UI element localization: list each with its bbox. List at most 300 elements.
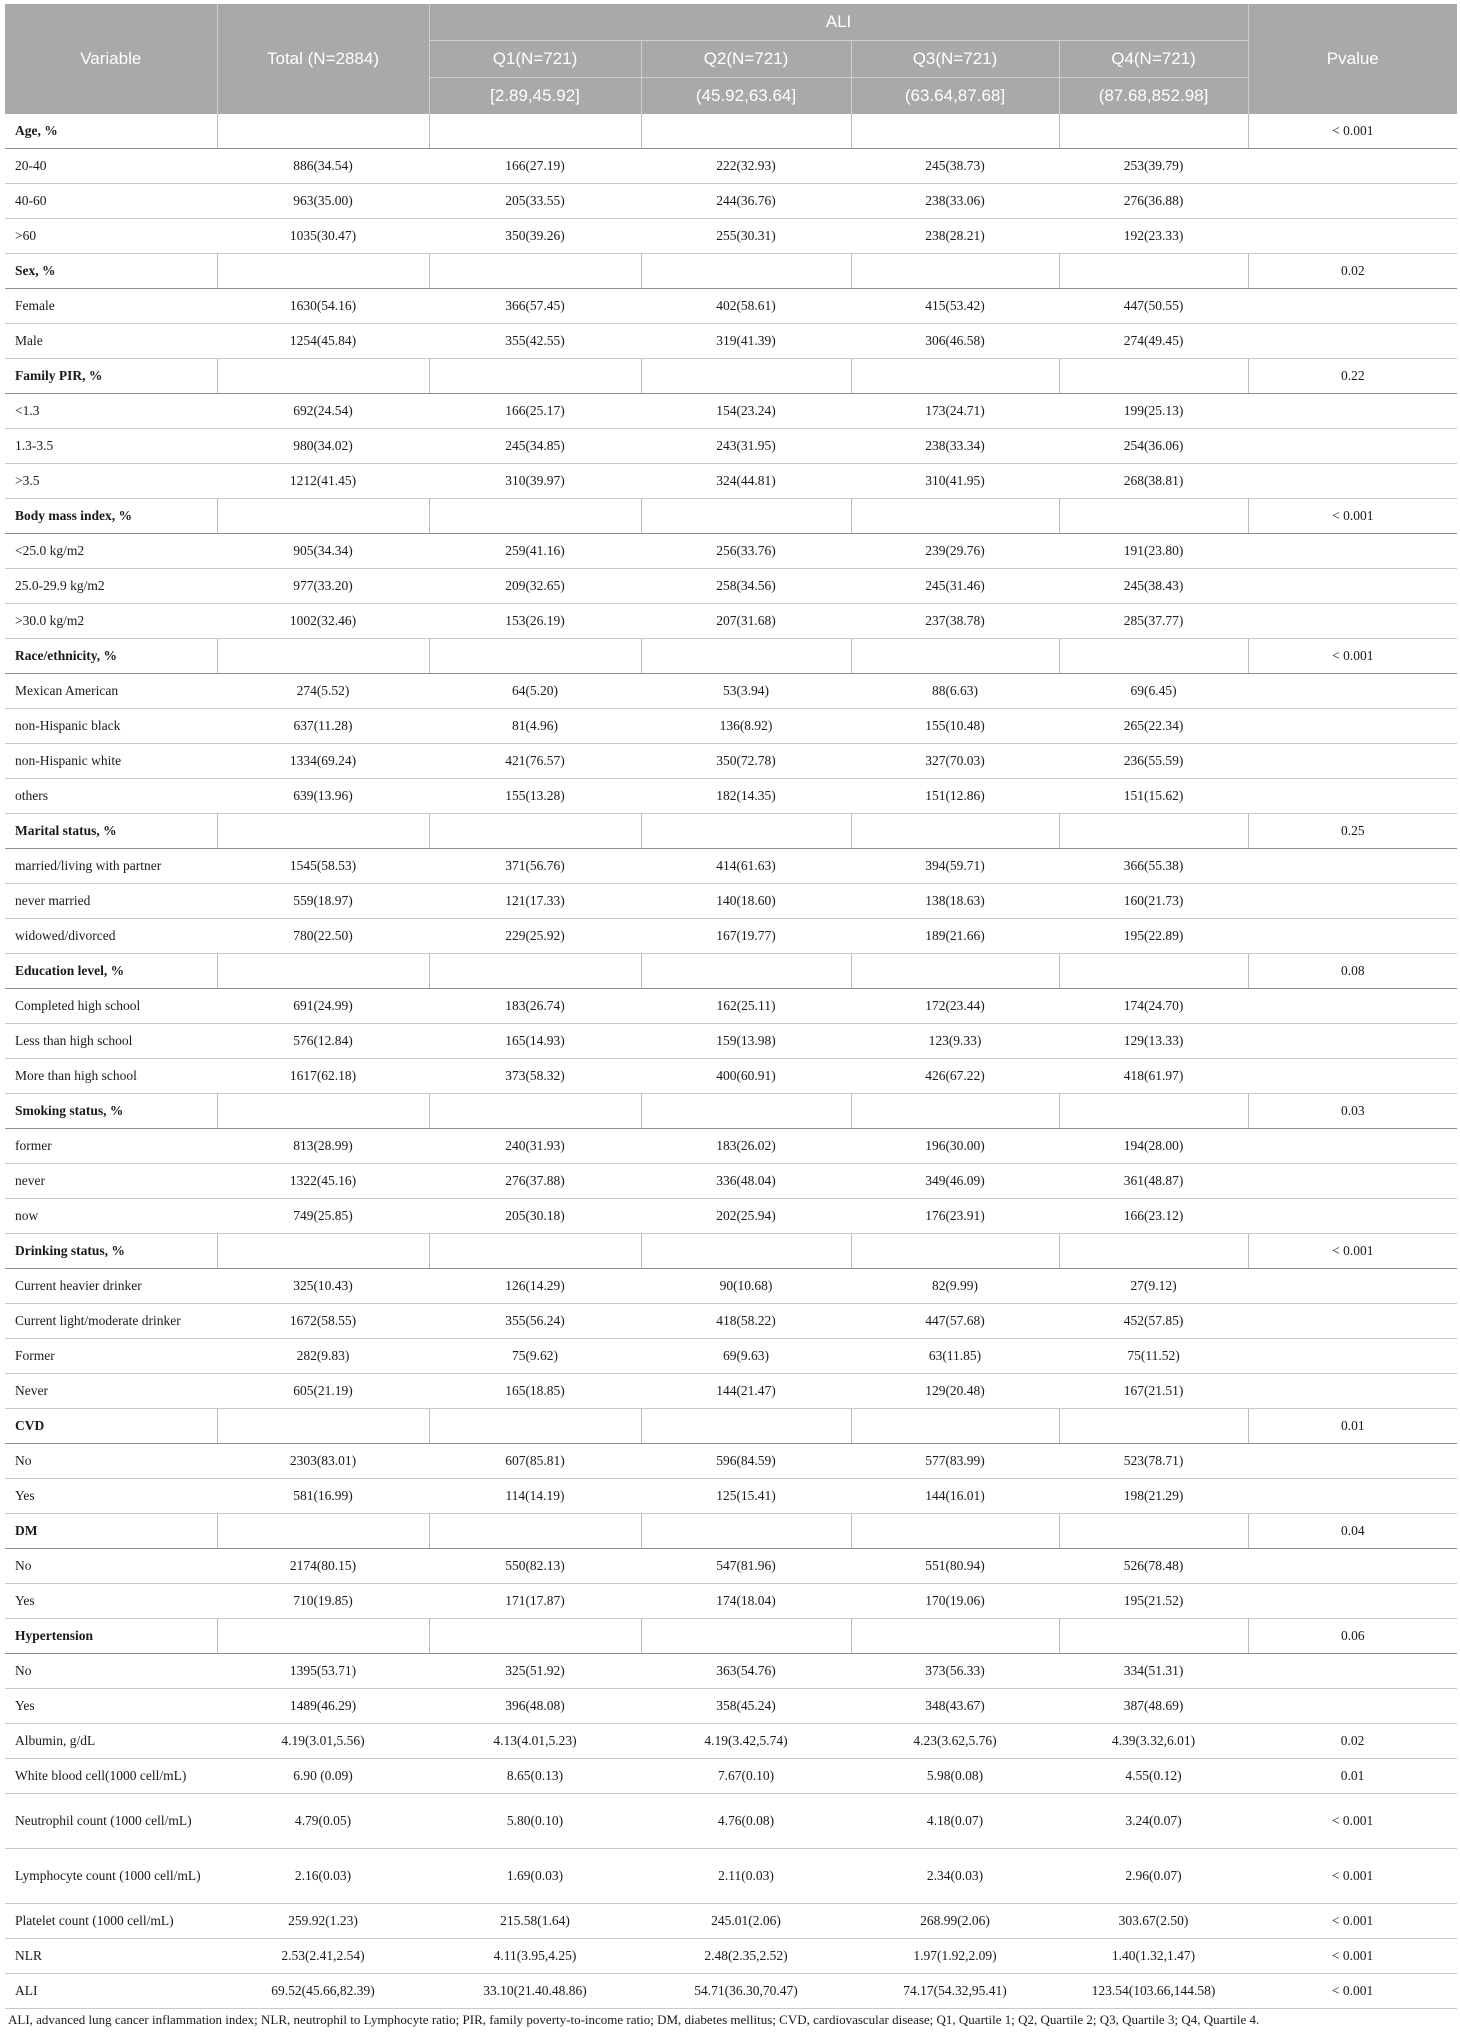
table-row	[5, 989, 1457, 1024]
cell-q1	[429, 1094, 641, 1129]
cell-q1: 550(82.13)	[429, 1549, 641, 1584]
group-label: Family PIR, %	[5, 359, 217, 394]
cell-q4: 191(23.80)	[1059, 534, 1248, 569]
row-label: More than high school	[5, 1059, 217, 1094]
table-row	[5, 1654, 1457, 1689]
cell-q3: 447(57.68)	[851, 1304, 1059, 1339]
cell-pvalue	[1248, 674, 1457, 709]
cell-pvalue: 0.25	[1248, 814, 1457, 849]
cell-q1: 205(33.55)	[429, 184, 641, 219]
cell-q4: 198(21.29)	[1059, 1479, 1248, 1514]
cell-q1	[429, 1619, 641, 1654]
cell-total: 980(34.02)	[217, 429, 429, 464]
cell-pvalue: < 0.001	[1248, 1234, 1457, 1269]
row-label: Yes	[5, 1479, 217, 1514]
row-label: 25.0-29.9 kg/m2	[5, 569, 217, 604]
header-q2: Q2(N=721)	[641, 41, 851, 78]
row-label: Male	[5, 324, 217, 359]
cell-total: 6.90 (0.09)	[217, 1759, 429, 1794]
cell-pvalue	[1248, 1374, 1457, 1409]
cell-pvalue	[1248, 1444, 1457, 1479]
row-label: Never	[5, 1374, 217, 1409]
row-label: Neutrophil count (1000 cell/mL)	[5, 1794, 217, 1849]
cell-pvalue: 0.08	[1248, 954, 1457, 989]
cell-q2: 418(58.22)	[641, 1304, 851, 1339]
row-label: 40-60	[5, 184, 217, 219]
cell-q3	[851, 1514, 1059, 1549]
cell-q4: 366(55.38)	[1059, 849, 1248, 884]
cell-q2	[641, 1619, 851, 1654]
table-body	[5, 114, 1457, 2009]
row-label: Current heavier drinker	[5, 1269, 217, 1304]
cell-total: 4.19(3.01,5.56)	[217, 1724, 429, 1759]
header-q1: Q1(N=721)	[429, 41, 641, 78]
cell-q2: 222(32.93)	[641, 149, 851, 184]
cell-total	[217, 954, 429, 989]
cell-q4: 195(22.89)	[1059, 919, 1248, 954]
cell-pvalue	[1248, 604, 1457, 639]
cell-q4: 254(36.06)	[1059, 429, 1248, 464]
row-label: Less than high school	[5, 1024, 217, 1059]
row-label: married/living with partner	[5, 849, 217, 884]
cell-total	[217, 814, 429, 849]
table-row	[5, 324, 1457, 359]
cell-total: 559(18.97)	[217, 884, 429, 919]
row-label: ALI	[5, 1974, 217, 2009]
table-row	[5, 569, 1457, 604]
cell-q2: 414(61.63)	[641, 849, 851, 884]
cell-q4: 192(23.33)	[1059, 219, 1248, 254]
cell-q2	[641, 254, 851, 289]
cell-q2: 144(21.47)	[641, 1374, 851, 1409]
cell-q3: 173(24.71)	[851, 394, 1059, 429]
cell-pvalue: 0.01	[1248, 1759, 1457, 1794]
cell-q3: 138(18.63)	[851, 884, 1059, 919]
cell-q1: 183(26.74)	[429, 989, 641, 1024]
cell-pvalue	[1248, 184, 1457, 219]
cell-q2: 7.67(0.10)	[641, 1759, 851, 1794]
cell-total: 274(5.52)	[217, 674, 429, 709]
row-label: now	[5, 1199, 217, 1234]
group-label: Age, %	[5, 114, 217, 149]
cell-total: 1002(32.46)	[217, 604, 429, 639]
cell-q1: 366(57.45)	[429, 289, 641, 324]
cell-q1: 355(42.55)	[429, 324, 641, 359]
cell-pvalue	[1248, 989, 1457, 1024]
cell-total: 1672(58.55)	[217, 1304, 429, 1339]
cell-pvalue	[1248, 1269, 1457, 1304]
cell-q4: 166(23.12)	[1059, 1199, 1248, 1234]
cell-q2	[641, 1514, 851, 1549]
cell-q2	[641, 814, 851, 849]
cell-q1: 373(58.32)	[429, 1059, 641, 1094]
cell-q2: 363(54.76)	[641, 1654, 851, 1689]
cell-total: 692(24.54)	[217, 394, 429, 429]
cell-q2	[641, 499, 851, 534]
cell-q3: 88(6.63)	[851, 674, 1059, 709]
cell-q1: 4.13(4.01,5.23)	[429, 1724, 641, 1759]
row-label: 1.3-3.5	[5, 429, 217, 464]
cell-total: 1035(30.47)	[217, 219, 429, 254]
cell-q4: 167(21.51)	[1059, 1374, 1248, 1409]
cell-q1: 396(48.08)	[429, 1689, 641, 1724]
cell-q2: 256(33.76)	[641, 534, 851, 569]
cell-q2: 136(8.92)	[641, 709, 851, 744]
cell-q4: 274(49.45)	[1059, 324, 1248, 359]
table-row	[5, 884, 1457, 919]
row-label: non-Hispanic white	[5, 744, 217, 779]
cell-q2: 53(3.94)	[641, 674, 851, 709]
row-label: >30.0 kg/m2	[5, 604, 217, 639]
cell-total	[217, 1514, 429, 1549]
group-label: Marital status, %	[5, 814, 217, 849]
table-header	[5, 4, 1457, 114]
cell-q1	[429, 254, 641, 289]
cell-pvalue	[1248, 1549, 1457, 1584]
cell-q2: 258(34.56)	[641, 569, 851, 604]
cell-total: 2174(80.15)	[217, 1549, 429, 1584]
cell-total	[217, 359, 429, 394]
row-label: No	[5, 1654, 217, 1689]
cell-total	[217, 1619, 429, 1654]
cell-total	[217, 1234, 429, 1269]
cell-total: 2.16(0.03)	[217, 1849, 429, 1904]
cell-total: 1545(58.53)	[217, 849, 429, 884]
table-row	[5, 919, 1457, 954]
group-label: Body mass index, %	[5, 499, 217, 534]
table-row	[5, 604, 1457, 639]
cell-q4: 160(21.73)	[1059, 884, 1248, 919]
cell-q1	[429, 639, 641, 674]
cell-q4: 1.40(1.32,1.47)	[1059, 1939, 1248, 1974]
cell-q4	[1059, 1619, 1248, 1654]
cell-total: 886(34.54)	[217, 149, 429, 184]
cell-q1: 75(9.62)	[429, 1339, 641, 1374]
cell-q4: 334(51.31)	[1059, 1654, 1248, 1689]
cell-total: 1254(45.84)	[217, 324, 429, 359]
group-header-row	[5, 814, 1457, 849]
row-label: Female	[5, 289, 217, 324]
cell-q2: 54.71(36.30,70.47)	[641, 1974, 851, 2009]
row-label: <25.0 kg/m2	[5, 534, 217, 569]
cell-q3: 172(23.44)	[851, 989, 1059, 1024]
cell-pvalue: 0.01	[1248, 1409, 1457, 1444]
cell-q4: 195(21.52)	[1059, 1584, 1248, 1619]
cell-q3: 577(83.99)	[851, 1444, 1059, 1479]
table-row	[5, 1479, 1457, 1514]
cell-q4: 447(50.55)	[1059, 289, 1248, 324]
cell-q2: 324(44.81)	[641, 464, 851, 499]
cell-q3: 349(46.09)	[851, 1164, 1059, 1199]
cell-q3: 327(70.03)	[851, 744, 1059, 779]
cell-q2: 596(84.59)	[641, 1444, 851, 1479]
cell-q1: 240(31.93)	[429, 1129, 641, 1164]
header-ali: ALI	[429, 4, 1248, 41]
cell-q3: 170(19.06)	[851, 1584, 1059, 1619]
cell-total: 1617(62.18)	[217, 1059, 429, 1094]
table-row	[5, 674, 1457, 709]
baseline-characteristics-table	[5, 4, 1457, 2009]
cell-pvalue	[1248, 219, 1457, 254]
cell-q1	[429, 1409, 641, 1444]
header-pvalue: Pvalue	[1248, 4, 1457, 114]
cell-q2: 182(14.35)	[641, 779, 851, 814]
cell-q4: 276(36.88)	[1059, 184, 1248, 219]
table-row	[5, 1374, 1457, 1409]
cell-pvalue	[1248, 534, 1457, 569]
cell-q3: 189(21.66)	[851, 919, 1059, 954]
header-q3-range: (63.64,87.68]	[851, 78, 1059, 115]
cell-total: 780(22.50)	[217, 919, 429, 954]
row-label: Former	[5, 1339, 217, 1374]
group-label: Race/ethnicity, %	[5, 639, 217, 674]
cell-q2	[641, 1234, 851, 1269]
table-row	[5, 1904, 1457, 1939]
cell-q2: 2.48(2.35,2.52)	[641, 1939, 851, 1974]
cell-total: 2.53(2.41,2.54)	[217, 1939, 429, 1974]
cell-q2: 90(10.68)	[641, 1269, 851, 1304]
cell-q3: 238(28.21)	[851, 219, 1059, 254]
cell-pvalue	[1248, 394, 1457, 429]
cell-total: 581(16.99)	[217, 1479, 429, 1514]
cell-q2	[641, 1094, 851, 1129]
cell-q4: 27(9.12)	[1059, 1269, 1248, 1304]
cell-q1: 165(18.85)	[429, 1374, 641, 1409]
cell-pvalue	[1248, 1689, 1457, 1724]
cell-total: 69.52(45.66,82.39)	[217, 1974, 429, 2009]
cell-pvalue: 0.02	[1248, 254, 1457, 289]
cell-total: 4.79(0.05)	[217, 1794, 429, 1849]
cell-q1: 259(41.16)	[429, 534, 641, 569]
cell-total: 637(11.28)	[217, 709, 429, 744]
row-label: never	[5, 1164, 217, 1199]
cell-total: 963(35.00)	[217, 184, 429, 219]
cell-total	[217, 114, 429, 149]
cell-q3: 394(59.71)	[851, 849, 1059, 884]
cell-q4: 526(78.48)	[1059, 1549, 1248, 1584]
table-row	[5, 1549, 1457, 1584]
cell-q1: 171(17.87)	[429, 1584, 641, 1619]
cell-q4: 69(6.45)	[1059, 674, 1248, 709]
cell-q1	[429, 1234, 641, 1269]
header-q4: Q4(N=721)	[1059, 41, 1248, 78]
cell-q3: 123(9.33)	[851, 1024, 1059, 1059]
table-row	[5, 1164, 1457, 1199]
cell-total: 1334(69.24)	[217, 744, 429, 779]
cell-q3: 196(30.00)	[851, 1129, 1059, 1164]
cell-q2: 547(81.96)	[641, 1549, 851, 1584]
cell-total: 1395(53.71)	[217, 1654, 429, 1689]
cell-q4: 303.67(2.50)	[1059, 1904, 1248, 1939]
cell-q1: 126(14.29)	[429, 1269, 641, 1304]
cell-total: 1630(54.16)	[217, 289, 429, 324]
cell-pvalue	[1248, 1129, 1457, 1164]
table-row	[5, 1849, 1457, 1904]
row-label: NLR	[5, 1939, 217, 1974]
row-label: non-Hispanic black	[5, 709, 217, 744]
cell-total: 905(34.34)	[217, 534, 429, 569]
header-q1-range: [2.89,45.92]	[429, 78, 641, 115]
cell-pvalue: < 0.001	[1248, 1849, 1457, 1904]
cell-q4: 253(39.79)	[1059, 149, 1248, 184]
cell-q4	[1059, 814, 1248, 849]
cell-q3: 245(38.73)	[851, 149, 1059, 184]
cell-total: 605(21.19)	[217, 1374, 429, 1409]
cell-q4	[1059, 1094, 1248, 1129]
table-row	[5, 289, 1457, 324]
cell-pvalue: < 0.001	[1248, 1904, 1457, 1939]
cell-q3: 238(33.34)	[851, 429, 1059, 464]
cell-q2: 202(25.94)	[641, 1199, 851, 1234]
cell-q3: 238(33.06)	[851, 184, 1059, 219]
cell-q1	[429, 499, 641, 534]
table-row	[5, 1059, 1457, 1094]
cell-q2: 336(48.04)	[641, 1164, 851, 1199]
cell-q1: 350(39.26)	[429, 219, 641, 254]
cell-q4	[1059, 114, 1248, 149]
cell-q2	[641, 114, 851, 149]
cell-q3: 268.99(2.06)	[851, 1904, 1059, 1939]
cell-q1	[429, 359, 641, 394]
group-label: Smoking status, %	[5, 1094, 217, 1129]
table-row	[5, 1794, 1457, 1849]
group-header-row	[5, 359, 1457, 394]
cell-q1: 355(56.24)	[429, 1304, 641, 1339]
cell-pvalue	[1248, 1339, 1457, 1374]
cell-total: 259.92(1.23)	[217, 1904, 429, 1939]
table-row	[5, 849, 1457, 884]
group-header-row	[5, 1514, 1457, 1549]
group-label: DM	[5, 1514, 217, 1549]
cell-pvalue	[1248, 569, 1457, 604]
row-label: No	[5, 1444, 217, 1479]
cell-pvalue	[1248, 1584, 1457, 1619]
cell-q1: 1.69(0.03)	[429, 1849, 641, 1904]
cell-q3	[851, 114, 1059, 149]
table-row	[5, 1304, 1457, 1339]
cell-q4: 151(15.62)	[1059, 779, 1248, 814]
table-row	[5, 394, 1457, 429]
cell-q3	[851, 1094, 1059, 1129]
cell-q4: 452(57.85)	[1059, 1304, 1248, 1339]
row-label: Mexican American	[5, 674, 217, 709]
cell-q4	[1059, 499, 1248, 534]
cell-q2: 183(26.02)	[641, 1129, 851, 1164]
cell-q2: 244(36.76)	[641, 184, 851, 219]
table-row	[5, 1689, 1457, 1724]
cell-total	[217, 639, 429, 674]
cell-q1: 121(17.33)	[429, 884, 641, 919]
cell-q1: 229(25.92)	[429, 919, 641, 954]
cell-q3	[851, 954, 1059, 989]
cell-q1: 607(85.81)	[429, 1444, 641, 1479]
cell-q2	[641, 1409, 851, 1444]
cell-q1	[429, 1514, 641, 1549]
group-label: Sex, %	[5, 254, 217, 289]
cell-q4: 199(25.13)	[1059, 394, 1248, 429]
cell-q1: 64(5.20)	[429, 674, 641, 709]
cell-pvalue: < 0.001	[1248, 499, 1457, 534]
header-variable: Variable	[5, 4, 217, 114]
cell-pvalue	[1248, 779, 1457, 814]
cell-pvalue	[1248, 1199, 1457, 1234]
cell-pvalue	[1248, 1024, 1457, 1059]
table-row	[5, 184, 1457, 219]
row-label: others	[5, 779, 217, 814]
cell-q4: 2.96(0.07)	[1059, 1849, 1248, 1904]
row-label: Platelet count (1000 cell/mL)	[5, 1904, 217, 1939]
cell-q1: 325(51.92)	[429, 1654, 641, 1689]
cell-total: 691(24.99)	[217, 989, 429, 1024]
cell-total: 813(28.99)	[217, 1129, 429, 1164]
cell-pvalue	[1248, 1304, 1457, 1339]
cell-q3: 74.17(54.32,95.41)	[851, 1974, 1059, 2009]
cell-q1: 33.10(21.40.48.86)	[429, 1974, 641, 2009]
cell-q3: 155(10.48)	[851, 709, 1059, 744]
cell-q3: 245(31.46)	[851, 569, 1059, 604]
cell-pvalue	[1248, 1654, 1457, 1689]
row-label: Current light/moderate drinker	[5, 1304, 217, 1339]
table-row	[5, 1444, 1457, 1479]
cell-q2: 4.76(0.08)	[641, 1794, 851, 1849]
cell-q1	[429, 814, 641, 849]
cell-q4: 236(55.59)	[1059, 744, 1248, 779]
cell-pvalue: 0.06	[1248, 1619, 1457, 1654]
row-label: Yes	[5, 1689, 217, 1724]
cell-q2: 402(58.61)	[641, 289, 851, 324]
table-row	[5, 1974, 1457, 2009]
cell-total: 710(19.85)	[217, 1584, 429, 1619]
group-label: Drinking status, %	[5, 1234, 217, 1269]
cell-q4: 123.54(103.66,144.58)	[1059, 1974, 1248, 2009]
group-header-row	[5, 1619, 1457, 1654]
header-q4-range: (87.68,852.98]	[1059, 78, 1248, 115]
cell-pvalue: < 0.001	[1248, 1794, 1457, 1849]
cell-pvalue	[1248, 1164, 1457, 1199]
header-q2-range: (45.92,63.64]	[641, 78, 851, 115]
cell-total: 2303(83.01)	[217, 1444, 429, 1479]
cell-q3: 239(29.76)	[851, 534, 1059, 569]
cell-q3	[851, 499, 1059, 534]
cell-pvalue	[1248, 1059, 1457, 1094]
cell-q4: 418(61.97)	[1059, 1059, 1248, 1094]
cell-q2	[641, 954, 851, 989]
cell-q4: 129(13.33)	[1059, 1024, 1248, 1059]
group-header-row	[5, 114, 1457, 149]
table-row	[5, 709, 1457, 744]
cell-q1: 245(34.85)	[429, 429, 641, 464]
row-label: No	[5, 1549, 217, 1584]
cell-total: 749(25.85)	[217, 1199, 429, 1234]
cell-total	[217, 1094, 429, 1129]
cell-q4	[1059, 1409, 1248, 1444]
table-row	[5, 464, 1457, 499]
cell-pvalue	[1248, 289, 1457, 324]
cell-q1: 5.80(0.10)	[429, 1794, 641, 1849]
cell-q3: 2.34(0.03)	[851, 1849, 1059, 1904]
cell-pvalue: < 0.001	[1248, 1974, 1457, 2009]
cell-q4: 4.39(3.32,6.01)	[1059, 1724, 1248, 1759]
cell-q3	[851, 254, 1059, 289]
cell-q3	[851, 359, 1059, 394]
cell-q3: 4.23(3.62,5.76)	[851, 1724, 1059, 1759]
row-label: Yes	[5, 1584, 217, 1619]
cell-pvalue	[1248, 1479, 1457, 1514]
cell-q4: 174(24.70)	[1059, 989, 1248, 1024]
cell-q3	[851, 639, 1059, 674]
cell-total	[217, 499, 429, 534]
cell-q3: 5.98(0.08)	[851, 1759, 1059, 1794]
